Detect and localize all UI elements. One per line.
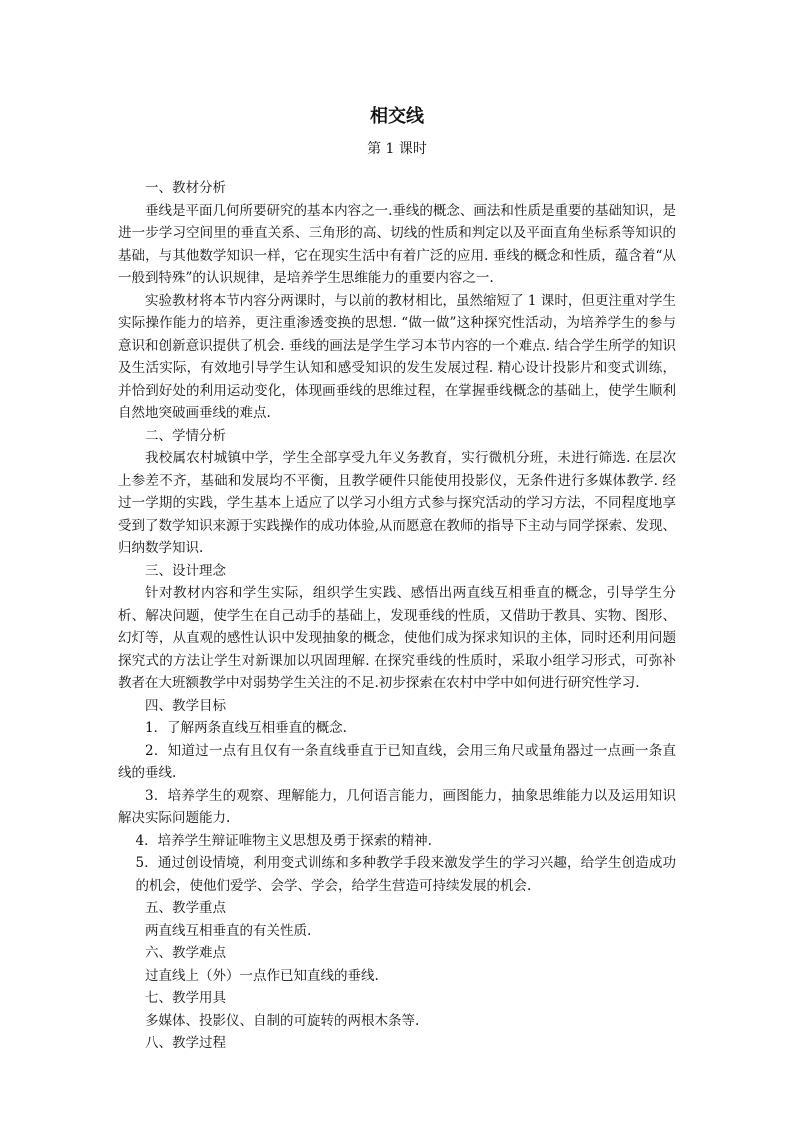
paragraph-1-2: 实验教材将本节内容分两课时，与以前的教材相比，虽然缩短了 1 课时，但更注重对学生实际操作能力的培养，更注重渗透变换的思想. “做一做”这种探究性活动，为培养学生的参与意识和创新意识提供了机会. 垂线的画法是学生学习本节内容的一个难点. 结合学生所学的知识及生活实际，有效地引导学生认知和感受知识的发生发展过程. 精心设计投影片和变式训练，并恰到好处的利用运动变化，体现画垂线的思维过程，在掌握垂线概念的基础上，使学生顺利自然地突破画垂线的难点. [118, 292, 676, 421]
page-title: 相交线 [370, 106, 424, 127]
section-heading-5: 五、教学重点 [145, 900, 226, 916]
teaching-tools-text: 多媒体、投影仪、自制的可旋转的两根木条等. [145, 1012, 420, 1029]
difficulty-text: 过直线上（外）一点作已知直线的垂线. [145, 967, 379, 984]
objective-item-5: 5．通过创设情境，利用变式训练和多种教学手段来激发学生的学习兴趣，给学生创造成功的机会，使他们爱学、会学、学会，给学生营造可持续发展的机会. [135, 855, 676, 894]
paragraph-3-1: 针对教材内容和学生实际，组织学生实践、感悟出两直线互相垂直的概念，引导学生分析、解决问题，使学生在自己动手的基础上，发现垂线的性质，又借助于教具、实物、图形、幻灯等，从直观的感性认识中发现抽象的概念，使他们成为探求知识的主体，同时还利用问题探究式的方法让学生对新课加以巩固理解. 在探究垂线的性质时，采取小组学习形式，可弥补教者在大班额教学中对弱势学生关注的不足.初步探索在农村中学中如何进行研究性学习. [118, 585, 676, 691]
objective-item-4: 4．培养学生辩证唯物主义思想及勇于探索的精神. [135, 832, 432, 849]
objective-item-2: 2．知道过一点有且仅有一条直线垂直于已知直线，会用三角尺或量角器过一点画一条直线的垂线. [118, 742, 676, 781]
section-heading-7: 七、教学用具 [145, 990, 226, 1006]
paragraph-1-1: 垂线是平面几何所要研究的基本内容之一.垂线的概念、画法和性质是重要的基础知识，是进一步学习空间里的垂直关系、三角形的高、切线的性质和判定以及平面直角坐标系等知识的基础，与其他数学知识一样，它在现实生活中有着广泛的应用. 垂线的概念和性质，蕴含着“从一般到特殊”的认识规律，是培养学生思维能力的重要内容之一. [118, 202, 676, 286]
objective-item-3: 3．培养学生的观察、理解能力，几何语言能力，画图能力，抽象思维能力以及运用知识解决实际问题能力. [118, 787, 676, 826]
section-heading-4: 四、教学目标 [145, 697, 226, 714]
lesson-subtitle: 第 1 课时 [367, 141, 427, 157]
key-point-text: 两直线互相垂直的有关性质. [145, 922, 312, 939]
section-heading-8: 八、教学过程 [145, 1035, 226, 1051]
section-heading-2: 二、学情分析 [145, 427, 226, 444]
objective-item-1: 1．了解两条直线互相垂直的概念. [145, 720, 347, 736]
section-heading-6: 六、教学难点 [145, 945, 226, 961]
paragraph-2-1: 我校属农村城镇中学，学生全部享受九年义务教育，实行微机分班，未进行筛选. 在层次上参差不齐，基础和发展均不平衡，且教学硬件只能使用投影仪，无条件进行多媒体教学. 经过一学期的实践，学生基本上适应了以学习小组方式参与探究活动的学习方法，不同程度地享受到了数学知识来源于实践操作的成功体验,从而愿意在教师的指导下主动与同学探索、发现、归纳数学知识. [118, 450, 676, 556]
section-heading-1: 一、教材分析 [145, 180, 226, 196]
document-body [118, 177, 676, 1055]
section-heading-3: 三、设计理念 [145, 562, 226, 579]
